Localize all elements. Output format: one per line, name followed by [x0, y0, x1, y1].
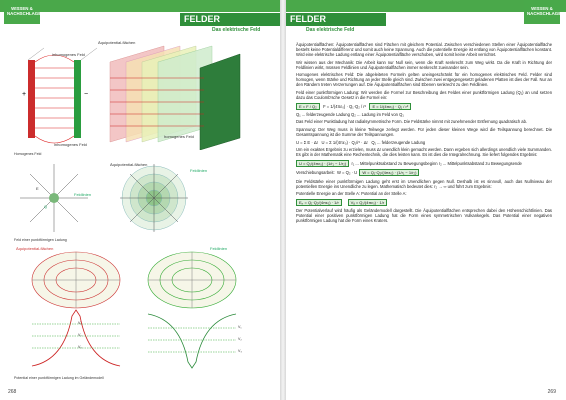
svg-text:Feldlinien: Feldlinien — [210, 246, 228, 251]
point-charge-left — [20, 164, 91, 232]
svg-text:Feldlinien: Feldlinien — [190, 168, 208, 173]
paragraph-infinity: Die Feldstärke einer punktförmigen Ladung geht erst im Unendlichen gegen Null. Deshalb ist es sinnvoll, auch das Nullniveau der potentiellen Energie ins Unendliche zu legen. Mathematisch bedeutet dies: r₂ → ∞ und führt zum Ergebnis: — [296, 178, 552, 189]
page-number-right: 269 — [547, 389, 556, 395]
paragraph-charges-legend: Q₁ ... felderzeugende Ladung Q₂ ... Ladung im Feld von Q₁ — [296, 111, 404, 117]
logo-tab — [4, 0, 45, 24]
formula-row-4 — [296, 169, 552, 176]
minus-sign: − — [84, 91, 89, 98]
point-charge-field-figure — [14, 160, 254, 236]
right-page — [286, 0, 566, 400]
svg-text:V₁: V₁ — [78, 321, 82, 325]
paragraph-integral: Um ein exaktes Ergebnis zu erzielen, muss Δr unendlich klein gemacht werden. Dann ergeben sich allerdings unendlich viele Summanden. Es gibt in der Mathematik eine Rechentechnik, die dies leisten kann. Es ist dies die Integralrechnung. Sie liefert folgendes Ergebnis: — [296, 147, 552, 158]
svg-text:Äquipotential-flächen: Äquipotential-flächen — [16, 246, 54, 251]
page-number-left: 268 — [8, 389, 17, 395]
section-title: FELDER — [180, 13, 280, 26]
inhomogeneous-label-top: inhomogenes Feld — [52, 52, 85, 57]
formula-e-def: E = F / Q₂ — [296, 103, 320, 110]
svg-text:E: E — [36, 186, 39, 191]
formula-u-integral: U = Q₁/(4πε₀) · (1/r₁ − 1/r₂) — [296, 160, 349, 167]
svg-text:Feldlinien: Feldlinien — [74, 192, 92, 197]
formula-e-point: E = 1/(4πε₀) · Q₁ / r² — [369, 103, 411, 110]
paragraph-radius-legend: r₁ ... Mittelpunktsabstand zu Bewegungsbeginn r₂ ... Mittelpunktsabstand zu Bewegungsende — [351, 160, 522, 166]
formula-w-work2: W = Q₁·Q₂/(4πε₀) · (1/r₁ − 1/r₂) — [359, 169, 419, 176]
section-title: FELDER — [286, 13, 386, 26]
homogeneous-field-figure — [14, 38, 254, 150]
plus-sign: + — [22, 91, 27, 98]
formula-row-1 — [296, 103, 552, 110]
svg-text:V₁: V₁ — [238, 325, 242, 329]
svg-text:V₃: V₃ — [78, 345, 82, 349]
paragraph-radial: Das Feld einer Punktladung hat radialsymmetrische Form. Die Feldstärke nimmt mit zunehmender Entfernung quadratisch ab. — [296, 119, 528, 125]
svg-text:Äquipotential-flächen: Äquipotential-flächen — [110, 162, 148, 167]
work-label: Verschiebungsarbeit: — [296, 170, 335, 176]
section-subtitle: Das elektrische Feld — [212, 27, 261, 33]
paragraph-homogeneous: Homogenes elektrisches Feld: Die abgeleiteten Formeln gelten uneingeschränkt für ein homogenes elektrisches Feld. Felder sind homogen, wenn Stärke und Richtung an jeder Stelle gleich sind. Zwischen zwei entgegengesetzt geladenen Platten ist dies der Fall. Nur an den Rändern treten Verzerrungen auf. Die Äquipotentialflächen sind Ebenen senkrecht zu den Feldlinien. — [296, 72, 552, 88]
svg-text:Q: Q — [44, 204, 48, 209]
formula-ep: Eₚ = Q₁·Q₂/(4πε₀) · 1/r — [296, 199, 342, 206]
formula-u-sum: U = Σ E · Δr — [296, 139, 319, 145]
formula-row-2 — [296, 140, 552, 145]
fig3-caption: Potential einer punktförmigen Ladung im Geländemodell — [14, 376, 104, 380]
formula-coulomb: F = 1/(4πε₀) · Q₁·Q₂ / r² — [323, 103, 367, 109]
paragraph-potential-labels: Potentielle Energie an der Stelle A: Potential an der Stelle A: — [296, 191, 407, 197]
fig1-caption: Homogenes Feld — [14, 152, 42, 156]
svg-text:V₃: V₃ — [238, 349, 242, 353]
logo-text: WISSEN & NACHSCHLAGEN — [527, 6, 565, 16]
logo-text: WISSEN & NACHSCHLAGEN — [7, 6, 45, 16]
formula-row-3 — [296, 160, 552, 167]
svg-text:V₂: V₂ — [78, 333, 82, 337]
paragraph-point-charge: Feld einer punktförmigen Ladung: Wir werden die Formel zur Beschreibung des Feldes einer punktförmigen Ladung (Q₁) an und setzen dazu das Coulomb'sche Gesetz in die Formel ein: — [296, 89, 552, 101]
equipotential-label: Äquipotential-flächen — [98, 40, 136, 45]
formula-w-work: W = Q₂ · U — [336, 170, 358, 176]
svg-text:V₂: V₂ — [238, 337, 242, 341]
formula-va: Vₐ = Q₁/(4πε₀) · 1/r — [348, 199, 388, 206]
section-subtitle: Das elektrische Feld — [306, 27, 355, 33]
fig2-caption: Feld einer punktförmigen Ladung — [14, 238, 67, 242]
paragraph-landscape: Der Potentialverlauf wird häufig als Geländemodell dargestellt. Die Äquipotentialflächen entsprechen dabei den Höhenschichtlinien. Das Potential einer positiven punktförmigen Ladung hat die Form eines symmetrischen Vulkankegels. Das Potential einer negativen punktförmigen Ladung hat die Form eines Kraters. — [296, 208, 552, 224]
logo-tab — [524, 0, 565, 24]
formula-u-sum2: U = Σ 1/(4πε₀) · Q₁/r² · Δr — [321, 139, 368, 145]
crater-right — [148, 246, 242, 368]
paragraph-equipotential: Äquipotentialflächen: Äquipotentialflächen sind Flächen mit gleichem Potential. Zwischen verschiedenen Stellen einer Äquipotentialfläche besteht keine Potentialdifferenz und somit auch keine Spannung. Auch die potentielle Energie ist entlang von Äquipotentialflächen konstant. Wird eine elektrische Ladung entlang einer Äquipotentialfläche verschoben, wird somit keine Arbeit verrichtet. — [296, 42, 552, 58]
paragraph-voltage: Spannung: Der Weg muss in kleine Teilwege zerlegt werden. Für jeden dieser kleinen Wege wird die Teilspannung berechnet. Die Gesamtspannung ist die Summe der Teilspannungen. — [296, 126, 552, 138]
positive-plate — [28, 60, 35, 138]
left-page — [0, 0, 280, 400]
point-charge-right — [110, 162, 207, 232]
paragraph-mechanics: Wir wissen aus der Mechanik: Die Arbeit kann nur Null sein, wenn die Kraft senkrecht zum Weg wirkt. Da die Kraft in Richtung der Feldlinien wirkt, müssen Feldlinien und Äquipotentialflächen immer senkrecht zueinander sein. — [296, 59, 552, 70]
formula-q1-label: Q₁ ... felderzeugende Ladung — [371, 139, 426, 145]
inhomogeneous-label-bottom: inhomogenes Feld — [54, 142, 87, 147]
negative-plate — [74, 60, 81, 138]
field-lines-left — [35, 55, 74, 143]
volcano-left — [16, 246, 120, 366]
homogeneous-label: homogenes Feld — [164, 134, 194, 139]
formula-row-5 — [296, 199, 552, 206]
body-text — [296, 42, 552, 226]
potential-landscape-figure — [14, 244, 254, 376]
